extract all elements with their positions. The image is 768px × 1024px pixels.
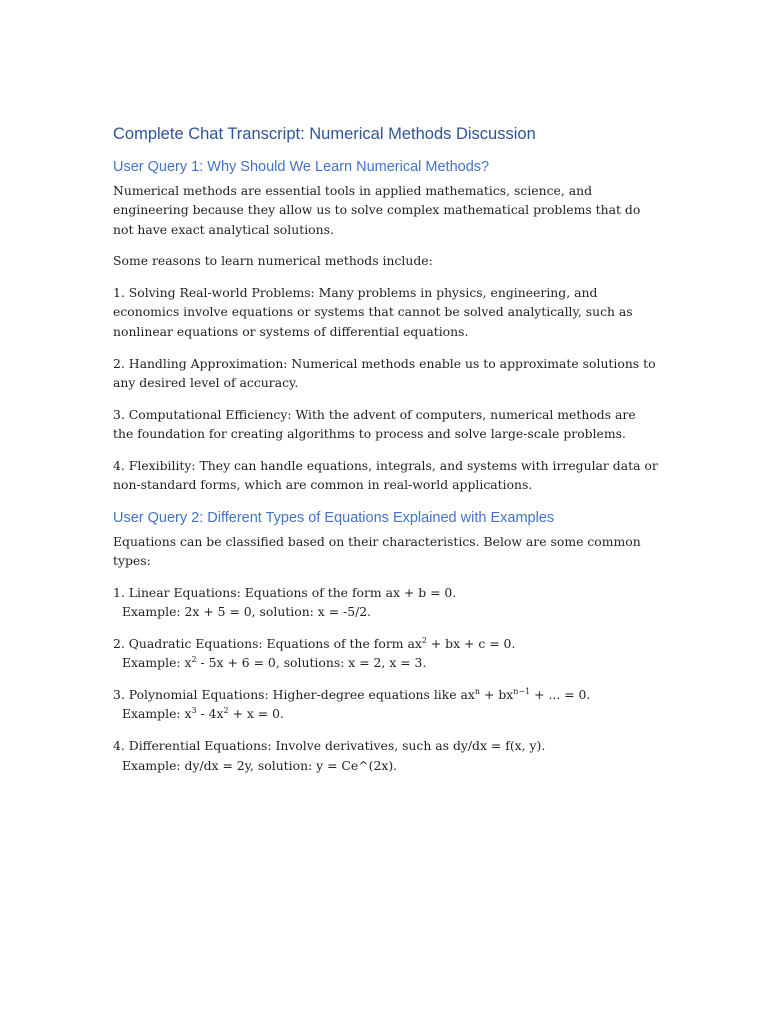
equation-example: Example: 2x + 5 = 0, solution: x = -5/2.	[122, 604, 372, 620]
reason-item: 2. Handling Approximation: Numerical methods enable us to approximate solutions to any desired level of accuracy.	[113, 355, 656, 390]
equation-example: Example: $x^2 - 5x + 6 = 0$, solutions: x = 2, x = 3.	[122, 655, 427, 671]
equation-type-item	[113, 583, 658, 622]
document-page	[113, 122, 658, 787]
query-1-intro: Numerical methods are essential tools in applied mathematics, science, and engineering because they allow us to solve complex mathematical problems that do not have exact analytical solutions.	[113, 183, 641, 237]
reason-item: 4. Flexibility: They can handle equations, integrals, and systems with irregular data or non-standard forms, which are common in real-world applications.	[113, 457, 658, 493]
equation-definition: 3. Polynomial Equations: Higher-degree equations like $ax^n + bx^{n-1}$ + ... = 0.	[113, 687, 591, 703]
query-2-intro: Equations can be classified based on their characteristics. Below are some common types:	[113, 533, 641, 569]
equation-example: Example: dy/dx = 2y, solution: y = Ce^(2x).	[122, 757, 398, 773]
equation-type-item	[113, 634, 658, 673]
equation-type-item	[113, 685, 658, 724]
equation-definition: 2. Quadratic Equations: Equations of the form $ax^2$ + bx + c = 0.	[113, 636, 516, 652]
reason-item: 3. Computational Efficiency: With the advent of computers, numerical methods are the foundation for creating algorithms to process and solve large-scale problems.	[113, 406, 636, 441]
reasons-lead: Some reasons to learn numerical methods include:	[113, 253, 433, 269]
equation-definition: 4. Differential Equations: Involve derivatives, such as dy/dx = f(x, y).	[113, 738, 546, 754]
equation-type-item	[113, 736, 658, 775]
document-title: Complete Chat Transcript: Numerical Methods Discussion	[113, 125, 536, 143]
query-1-heading: User Query 1: Why Should We Learn Numerical Methods?	[113, 159, 490, 175]
reason-item: 1. Solving Real-world Problems: Many problems in physics, engineering, and economics involve equations or systems that cannot be solved analytically, such as nonlinear equations or systems of differential equations.	[113, 285, 633, 339]
query-2-heading: User Query 2: Different Types of Equations Explained with Examples	[113, 509, 555, 526]
equation-definition: 1. Linear Equations: Equations of the form ax + b = 0.	[113, 584, 457, 600]
equation-example: Example: $x^3 - 4x^2 + x = 0$.	[122, 706, 284, 722]
